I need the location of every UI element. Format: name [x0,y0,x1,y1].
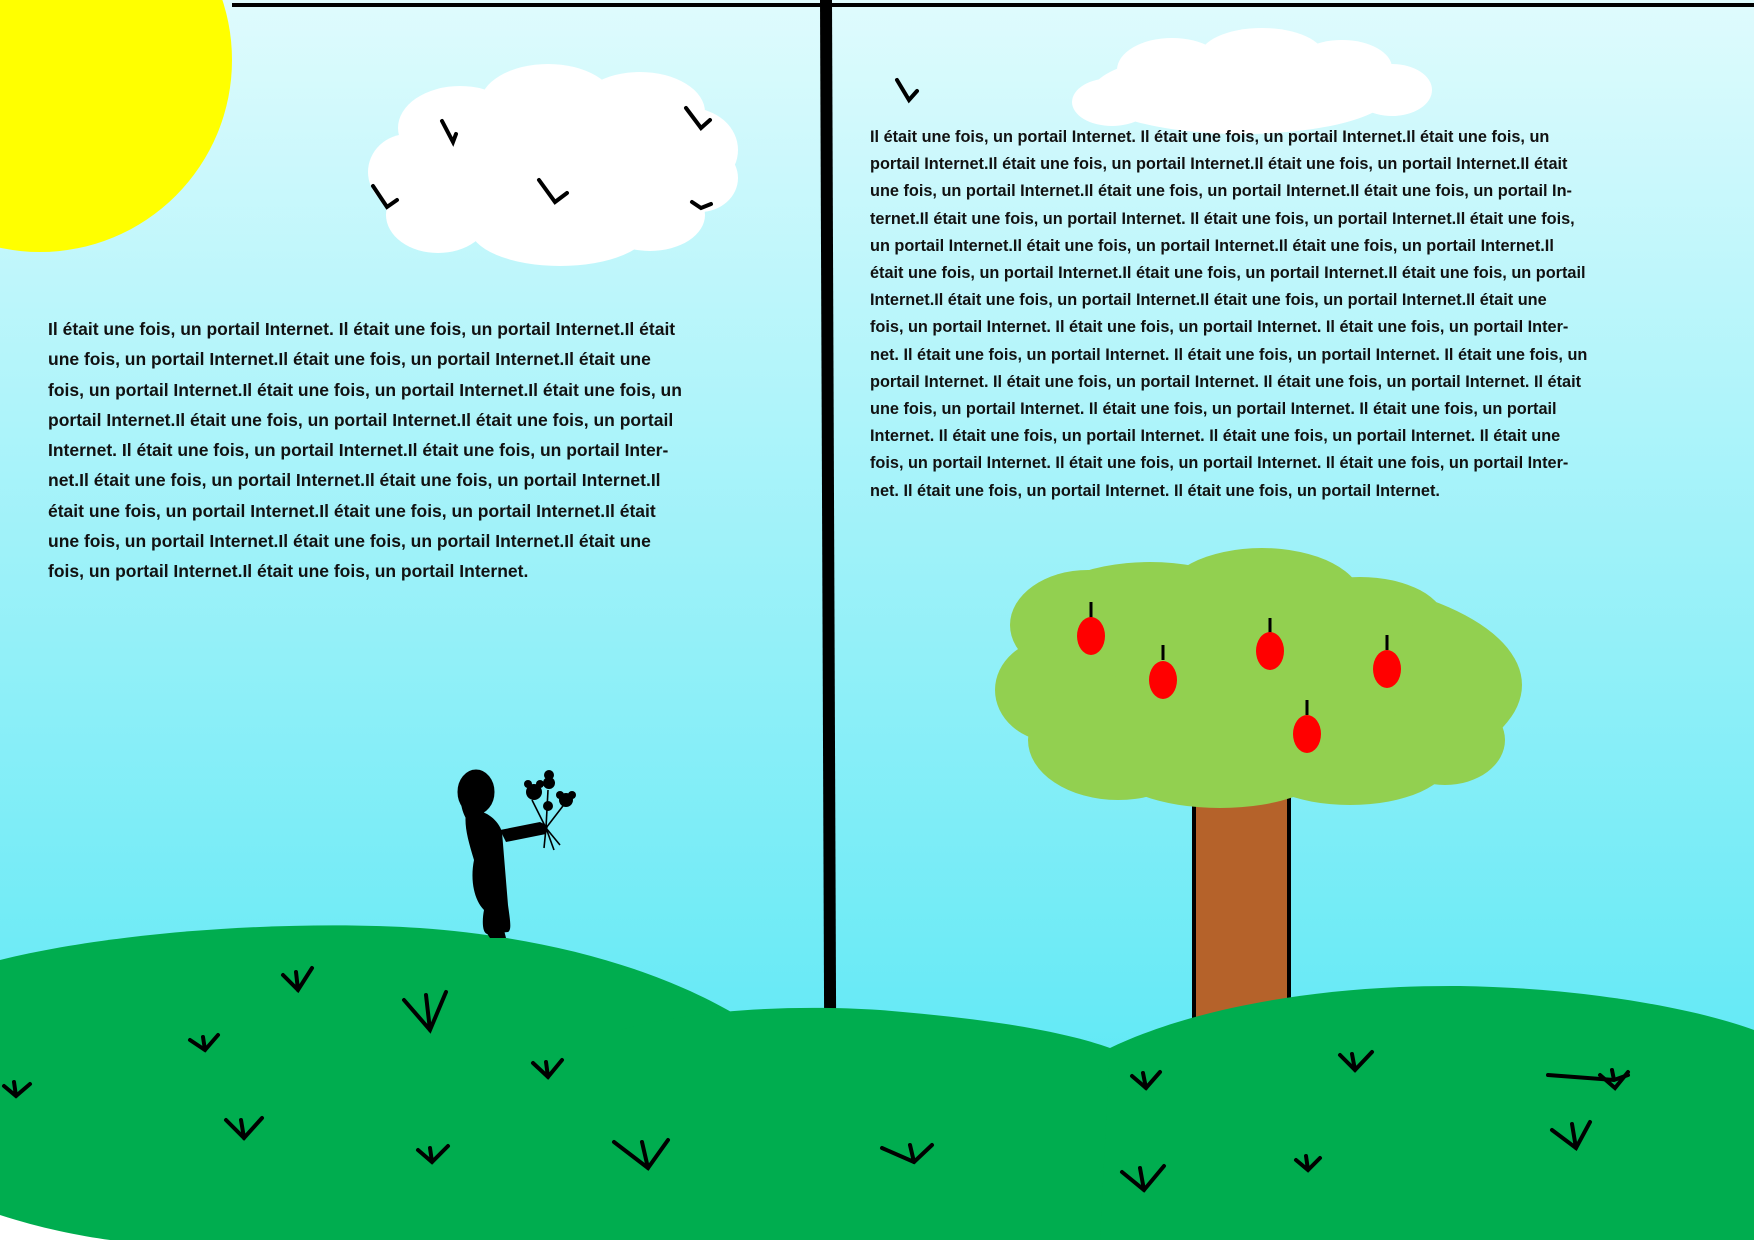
left-page-text: Il était une fois, un portail Internet. Il était une fois, un portail Internet.Il était une fois, un portail Internet.Il était une fois, un portail Internet.Il était une fois, un portail Internet.Il était une fois, un portail Internet.Il était une fois, un portail Internet.Il était une fois, un portail Internet.Il était une fois, un portail Internet. Il était une fois, un portail Internet.Il était une fois, un portail Inter- net.Il était une fois, un portail Internet.Il était une fois, un portail Internet.Il était une fois, un portail Internet.Il était une fois, un portail Internet.Il était une fois, un portail Internet.Il était une fois, un portail Internet.Il était une fois, un portail Internet.Il était une fois, un portail Internet. [48,319,682,582]
flower [543,801,553,811]
tree-trunk [1194,770,1289,1040]
right-hill [1100,986,1754,1240]
middle-hill [620,1008,1110,1240]
left-cloud [368,64,738,266]
right-page-text: Il était une fois, un portail Internet. Il était une fois, un portail Internet.Il était une fois, un portail Internet.Il était une fois, un portail Internet.Il était une fois, un portail Internet.Il était une fois, un portail Internet.Il était une fois, un portail Internet.Il était une fois, un portail In- ternet.Il était une fois, un portail Internet. Il était une fois, un portail Internet.Il était une fois, un portail Internet.Il était une fois, un portail Internet.Il était une fois, un portail Internet.Il était une fois, un portail Internet.Il était une fois, un portail Internet.Il était une fois, un portail Internet.Il était une fois, un portail Internet.Il était une fois, un portail Internet.Il était une fois, un portail Internet. Il était une fois, un portail Internet. Il était une fois, un portail Inter- net. Il était une fois, un portail Internet. Il était une fois, un portail Internet. Il était une fois, un portail Internet. Il était une fois, un portail Internet. Il était une fois, un portail Internet. Il était une fois, un portail Internet. Il était une fois, un portail Internet. Il était une fois, un portail Internet. Il était une fois, un portail Internet. Il était une fois, un portail Internet. Il était une fois, un portail Internet. Il était une fois, un portail Internet. Il était une fois, un portail Inter- net. Il était une fois, un portail Internet. Il était une fois, un portail Internet. [870,128,1588,500]
